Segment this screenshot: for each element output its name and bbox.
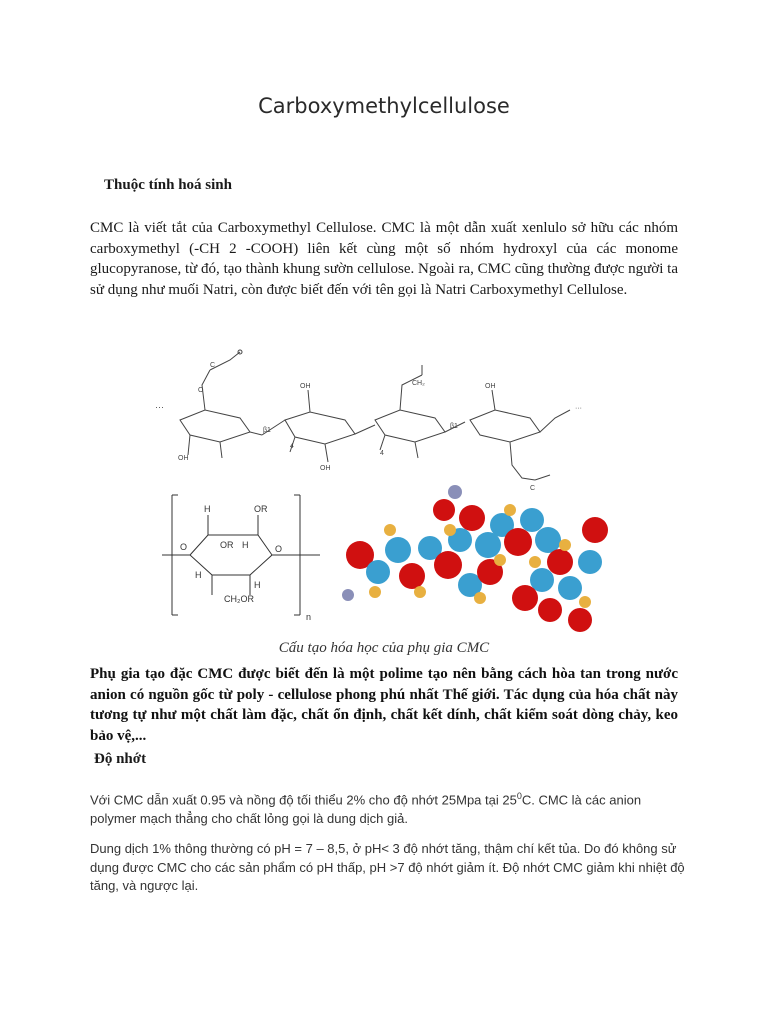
haworth-labels: [180, 504, 311, 622]
label-h-1: H: [204, 504, 211, 514]
paragraph-viscosity-1: [90, 787, 690, 828]
figure-caption: Cấu tạo hóa học của phụ gia CMC: [278, 640, 490, 656]
label-o-1: O: [198, 387, 204, 394]
superscript-zero: 0: [516, 791, 522, 801]
label-h-2: H: [242, 540, 249, 550]
label-o-2: O: [180, 542, 188, 552]
page-title: Carboxymethylcellulose: [258, 94, 510, 118]
chain-start-dots: ···: [155, 402, 164, 412]
label-ch2or: CH₂OR: [224, 594, 254, 604]
paragraph-cmc-definition: CMC là viết tắt của Carboxymethyl Cellulose. CMC là một dẫn xuất xenlulo sở hữu các nhóm carboxymethyl (-CH 2 -COOH) liên kết cùng một số nhóm hydroxyl của các monome glucopyranose, từ đó, tạo thành khung sườn cellulose. Ngoài ra, CMC cũng thường được người ta sử dụng như muối Natri, còn được biết đến với tên gọi là Natri Carboxymethyl Cellulose.: [90, 220, 678, 298]
viscosity-1-text-a: Với CMC dẫn xuất 0.95 và nồng độ tối thiểu 2% cho độ nhớt 25Mpa tại 25: [90, 792, 517, 808]
label-oh-3: OH: [320, 465, 331, 472]
label-oh-1: OH: [178, 455, 189, 462]
paragraph-viscosity-2: Dung dịch 1% thông thường có pH = 7 – 8,5, ở pH< 3 độ nhớt tăng, thậm chí kết tủa. Do đó không sử dụng được CMC cho các sản phẩm có pH thấp, pH >7 độ nhớt giảm ít. Độ nhớt CMC giảm khi nhiệt độ tăng, và ngược lại.: [90, 841, 685, 893]
label-ch2-1: CH₂: [412, 380, 425, 387]
label-h-4: H: [254, 580, 261, 590]
label-oh-2: OH: [300, 383, 311, 390]
label-4-2: 4: [380, 450, 384, 457]
paragraph-cmc-additive: Phụ gia tạo đặc CMC được biết đến là một polime tạo nên bằng cách hòa tan trong nước anion có nguồn gốc từ poly - cellulose phong phú nhất Thế giới. Tác dụng của hóa chất này tương tự như một chất làm đặc, chất ổn định, chất kết dính, chất kiểm soát dòng chảy, keo bảo vệ,...: [90, 666, 678, 744]
label-b1-1: β1: [263, 427, 271, 434]
chain-end-dots: ···: [575, 405, 582, 412]
label-c-1: C: [210, 362, 216, 369]
label-c-2: C: [530, 485, 536, 492]
label-or-1: OR: [254, 504, 268, 514]
cellulose-chain-diagram: [155, 350, 570, 480]
label-o-3: O: [275, 544, 283, 554]
cmc-structure-figure: [150, 340, 610, 640]
label-h-3: H: [195, 570, 202, 580]
label-or-2: OR: [220, 540, 234, 550]
cmc-3d-molecule-model: [342, 485, 608, 632]
cmc-structure-image: [150, 340, 610, 640]
label-n: n: [306, 612, 312, 622]
label-4-1: 4: [290, 443, 294, 450]
section-heading-biochemical: Thuộc tính hoá sinh: [104, 177, 232, 193]
label-b1-2: β1: [450, 423, 458, 430]
section-heading-viscosity: Độ nhớt: [94, 751, 147, 767]
label-oh-4: OH: [485, 383, 496, 390]
viscosity-1-text-b: C. CMC là các anion polymer mạch thẳng cho chất lỏng gọi là dung dịch giả.: [90, 792, 642, 826]
